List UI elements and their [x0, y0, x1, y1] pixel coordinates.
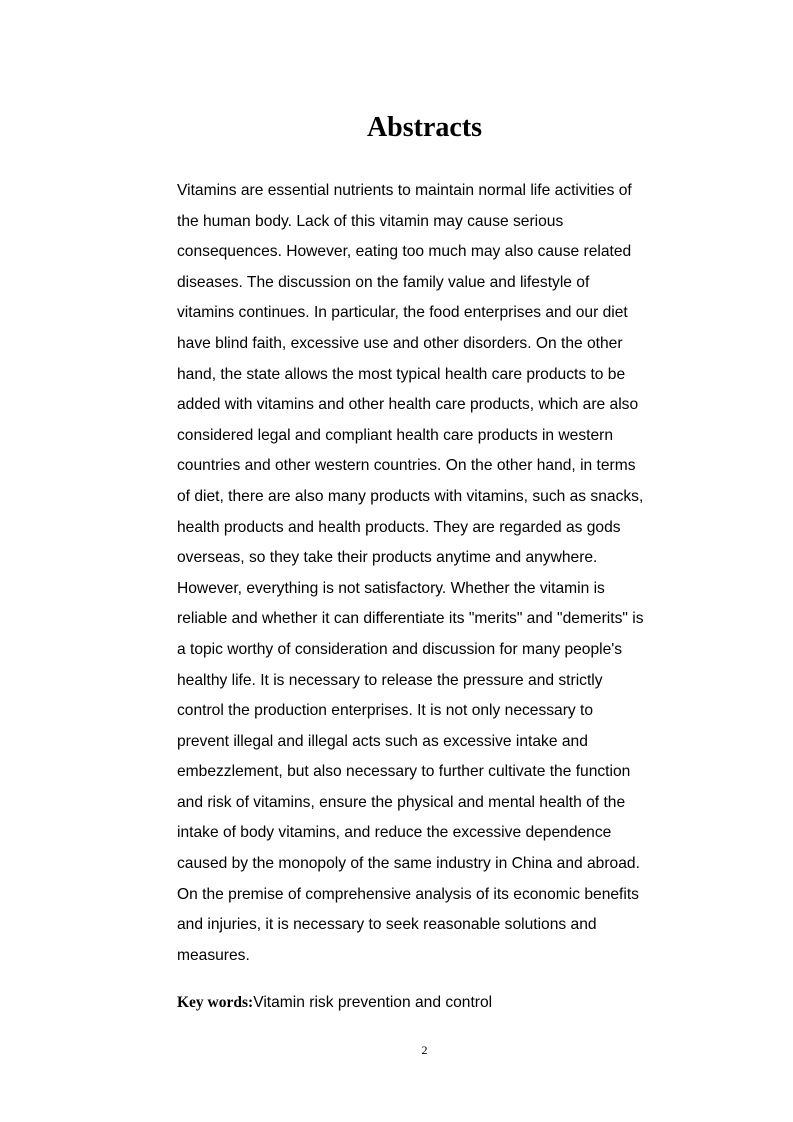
- abstract-line: On the premise of comprehensive analysis of its economic benefits: [177, 885, 639, 903]
- abstract-line: consequences. However, eating too much may also cause related: [177, 243, 632, 261]
- page-title: Abstracts: [366, 112, 483, 143]
- abstract-line: health products and health products. They are regarded as gods: [177, 518, 621, 536]
- keywords: [177, 988, 492, 1018]
- abstract-line: diseases. The discussion on the family value and lifestyle of: [177, 273, 590, 291]
- abstract-line: prevent illegal and illegal acts such as excessive intake and: [177, 732, 588, 750]
- abstract-line: healthy life. It is necessary to release the pressure and strictly: [177, 671, 603, 689]
- abstract-line: intake of body vitamins, and reduce the excessive dependence: [177, 824, 612, 842]
- abstract-line: added with vitamins and other health care products, which are also: [177, 396, 639, 414]
- abstract-line: countries and other western countries. On the other hand, in terms: [177, 457, 636, 475]
- abstract-line: Vitamins are essential nutrients to maintain normal life activities of: [177, 182, 632, 199]
- abstract-body: [177, 176, 717, 971]
- abstract-line: caused by the monopoly of the same industry in China and abroad.: [177, 855, 640, 873]
- abstract-line: a topic worthy of consideration and discussion for many people's: [177, 640, 623, 658]
- abstract-line: of diet, there are also many products with vitamins, such as snacks,: [177, 487, 644, 505]
- abstract-line: have blind faith, excessive use and other disorders. On the other: [177, 334, 623, 352]
- abstract-line: overseas, so they take their products anytime and anywhere.: [177, 549, 598, 567]
- abstract-line: However, everything is not satisfactory. Whether the vitamin is: [177, 579, 605, 597]
- abstract-line: vitamins continues. In particular, the food enterprises and our diet: [177, 304, 628, 322]
- abstract-line: hand, the state allows the most typical health care products to be: [177, 365, 626, 383]
- abstract-line: control the production enterprises. It is not only necessary to: [177, 702, 594, 720]
- abstract-line: embezzlement, but also necessary to further cultivate the function: [177, 763, 631, 781]
- abstract-line: the human body. Lack of this vitamin may cause serious: [177, 212, 564, 230]
- abstract-line: and injuries, it is necessary to seek reasonable solutions and: [177, 916, 597, 934]
- keywords-value: Vitamin risk prevention and control: [253, 994, 493, 1011]
- keywords-label: Key words:: [177, 994, 254, 1011]
- page-number: 2: [421, 1043, 428, 1057]
- abstract-line: reliable and whether it can differentiate its "merits" and "demerits" is: [177, 610, 644, 628]
- abstract-line: measures.: [177, 946, 250, 964]
- abstract-line: considered legal and compliant health care products in western: [177, 426, 614, 444]
- abstract-line: and risk of vitamins, ensure the physical and mental health of the: [177, 793, 626, 811]
